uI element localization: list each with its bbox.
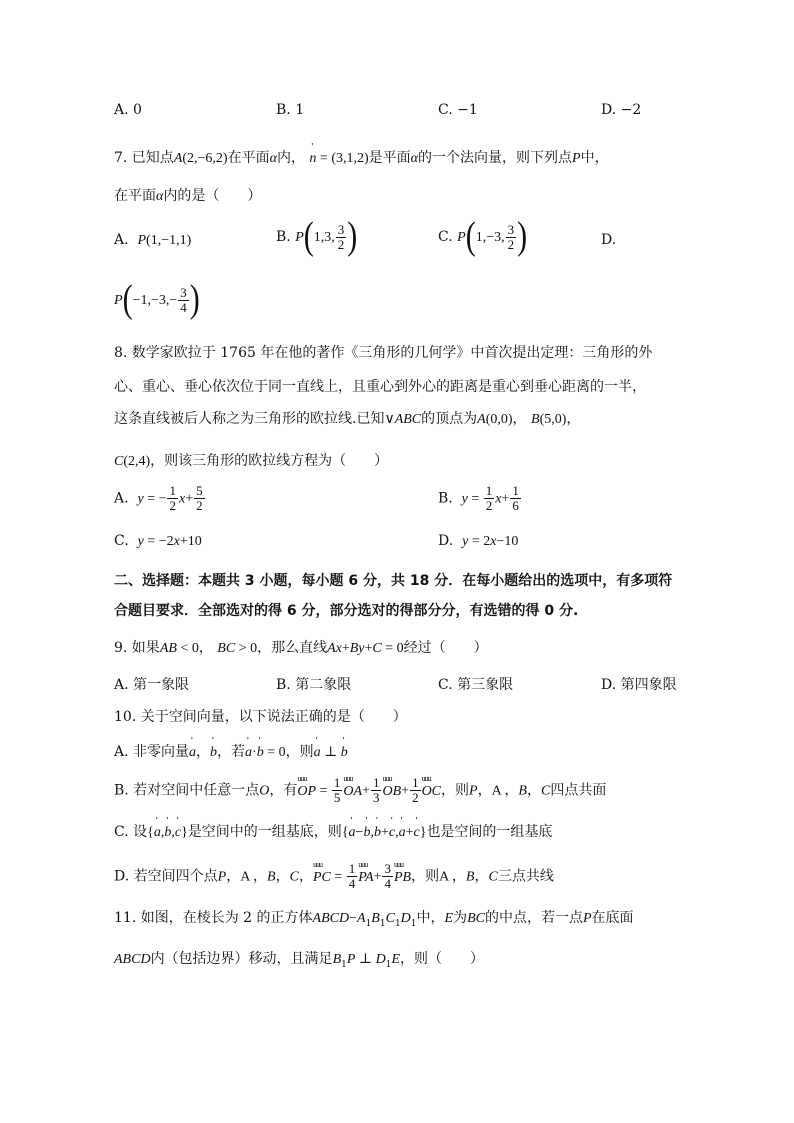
option-label: A.: [114, 490, 129, 507]
q7-text: 在平面: [114, 188, 156, 204]
q7-text: 的一个法向量，则下列点: [418, 150, 573, 166]
q10-text: 是空间中的一组基底，则: [187, 824, 342, 840]
q11-text: 在底面: [591, 910, 634, 926]
q9-option-b: B. 第二象限: [276, 677, 352, 693]
q9-text: ，: [198, 640, 213, 656]
q8-option-c: C. y = −2x+10: [114, 533, 202, 549]
q7-option-d-content: P(−1,−3,− $\frac{3}{4}$ ): [114, 277, 200, 321]
q10-text: ，有: [269, 782, 298, 799]
q10-text: 四点共面: [550, 782, 607, 799]
q11-line1: 11. 如图，在棱长为 2 的正方体$ABCD-A_1B_1C_1D_1$中，E为BC的中点，若一点P在底面: [114, 910, 634, 929]
q6-option-a: A. 0: [114, 102, 142, 118]
q11-text: 的中点，若一点: [484, 910, 583, 926]
q10-text: ，则: [411, 868, 440, 885]
q10-text: D. 若空间四个点: [114, 868, 218, 885]
option-label: A.: [114, 232, 129, 248]
option-label: B.: [276, 229, 291, 245]
q10-text: ，若: [217, 744, 246, 760]
q8-text: 这条直线被后人称之为三角形的欧拉线.已知: [114, 411, 385, 427]
q10-text: A. 非零向量: [114, 744, 190, 760]
option-label: D.: [438, 533, 454, 549]
q9-text: 9. 如果: [114, 640, 160, 656]
q7-text: 内的是（ ）: [163, 188, 262, 204]
q10-option-b: B. 若对空间中任意一点O，有uuu OP = $\frac{1}{5}$ uuu OA+ $\frac{1}{3}$ uuu OB+ $\frac{1}{2}$ uuu OC，则P，A ，B，C四点共面: [114, 776, 606, 805]
q10-option-d: D. 若空间四个点P，A ，B，C，uuu PC = $\frac{1}{4}$ uuu PA+ $\frac{3}{4}$ uuu PB，则A ，B，C三点共线: [114, 862, 554, 891]
q7-option-a: A. P(1,−1,1): [114, 232, 192, 248]
q10-text: ，: [196, 744, 211, 760]
q7-text: 中，: [580, 150, 609, 166]
q11-text: 中，: [416, 910, 445, 926]
q10-text: ，则: [441, 782, 470, 799]
q7-stem-line1: 7. 已知点A(2,−6,2)在平面α内， ' n = (3,1,2)是平面α的一个法向量，则下列点P中，: [114, 147, 609, 167]
q7-option-c: C. P(1,−3, $\frac{3}{2}$ ): [438, 214, 528, 258]
q9-option-a: A. 第一象限: [114, 677, 190, 693]
q9-option-c: C. 第三象限: [438, 677, 514, 693]
q8-text: ，: [512, 411, 527, 427]
q10-text: ，则: [285, 744, 314, 760]
q7-text: 是平面: [368, 150, 411, 166]
option-label: C.: [438, 229, 453, 245]
q8-option-d: D. y = 2x−10: [438, 533, 519, 549]
q11-line2: ABCD内（包括边界）移动，且满足$B_1P$ ⊥ $D_1E$，则（ ）: [114, 951, 485, 970]
q6-option-b: B. 1: [276, 102, 305, 118]
q8-line2: 心、重心、垂心依次位于同一直线上，且重心到外心的距离是重心到垂心距离的一半，: [114, 379, 646, 395]
q8-line3: 这条直线被后人称之为三角形的欧拉线.已知∨ABC的顶点为A(0,0)， B(5,0)，: [114, 411, 581, 427]
q9-text: ，那么直线: [257, 640, 328, 656]
q10-option-c: C. 设{' a,' b,' c}是空间中的一组基底，则{' a−' b,' b+' c,' a+' c}也是空间的一组基底: [114, 821, 552, 841]
q7-option-b: B. P(1,3, $\frac{3}{2}$ ): [276, 214, 358, 258]
q10-text: C. 设: [114, 824, 148, 840]
q10-text: 三点共线: [497, 868, 554, 885]
q6-option-d: D. −2: [601, 102, 642, 118]
q7-text: 内，: [276, 150, 305, 166]
q7-option-d: D.: [601, 232, 617, 248]
q10-text: 也是空间的一组基底: [426, 824, 553, 840]
q8-option-a: A. y = − $\frac{1}{2}$ x+ $\frac{5}{2}$: [114, 483, 203, 513]
q7-stem-line2: 在平面α内的是（ ）: [114, 188, 262, 204]
option-label: C.: [114, 533, 129, 549]
q11-text: 内（包括边界）移动，且满足: [150, 951, 333, 967]
q9-option-d: D. 第四象限: [601, 677, 677, 693]
q10-stem: 10. 关于空间向量，以下说法正确的是（ ）: [114, 709, 407, 725]
q11-text: ，则（ ）: [400, 951, 485, 967]
q7-text: 在平面: [227, 150, 270, 166]
q8-text: ，: [566, 411, 581, 427]
section2-heading-line2: 合题目要求．全部选对的得 6 分，部分选对的得部分分，有选错的得 0 分.: [114, 603, 579, 619]
q9-text: 经过（ ）: [403, 640, 488, 656]
q7-text: 7. 已知点: [114, 150, 174, 166]
q10-option-a: A. 非零向量' a，' b，若' a·' b = 0，则' a ⊥ ' b: [114, 741, 348, 761]
q8-option-b: B. y = $\frac{1}{2}$ x+ $\frac{1}{6}$: [438, 483, 519, 513]
q8-line1: 8. 数学家欧拉于 1765 年在他的著作《三角形的几何学》中首次提出定理：三角形的外: [114, 345, 653, 361]
section2-heading-line1: 二、选择题：本题共 3 小题，每小题 6 分，共 18 分．在每小题给出的选项中，有多项符: [114, 573, 673, 589]
q9-stem: 9. 如果AB < 0， BC > 0，那么直线Ax+By+C = 0经过（ ）: [114, 640, 488, 656]
option-label: B.: [438, 490, 453, 507]
q8-line4: C(2,4)，则该三角形的欧拉线方程为（ ）: [114, 453, 389, 469]
q11-text: 为: [453, 910, 468, 926]
q8-text: ，则该三角形的欧拉线方程为（ ）: [150, 453, 389, 469]
q11-text: 11. 如图，在棱长为 2 的正方体: [114, 910, 313, 926]
q6-option-c: C. −1: [438, 102, 478, 118]
q8-text: 的顶点为: [421, 411, 478, 427]
q10-text: B. 若对空间中任意一点: [114, 782, 260, 799]
